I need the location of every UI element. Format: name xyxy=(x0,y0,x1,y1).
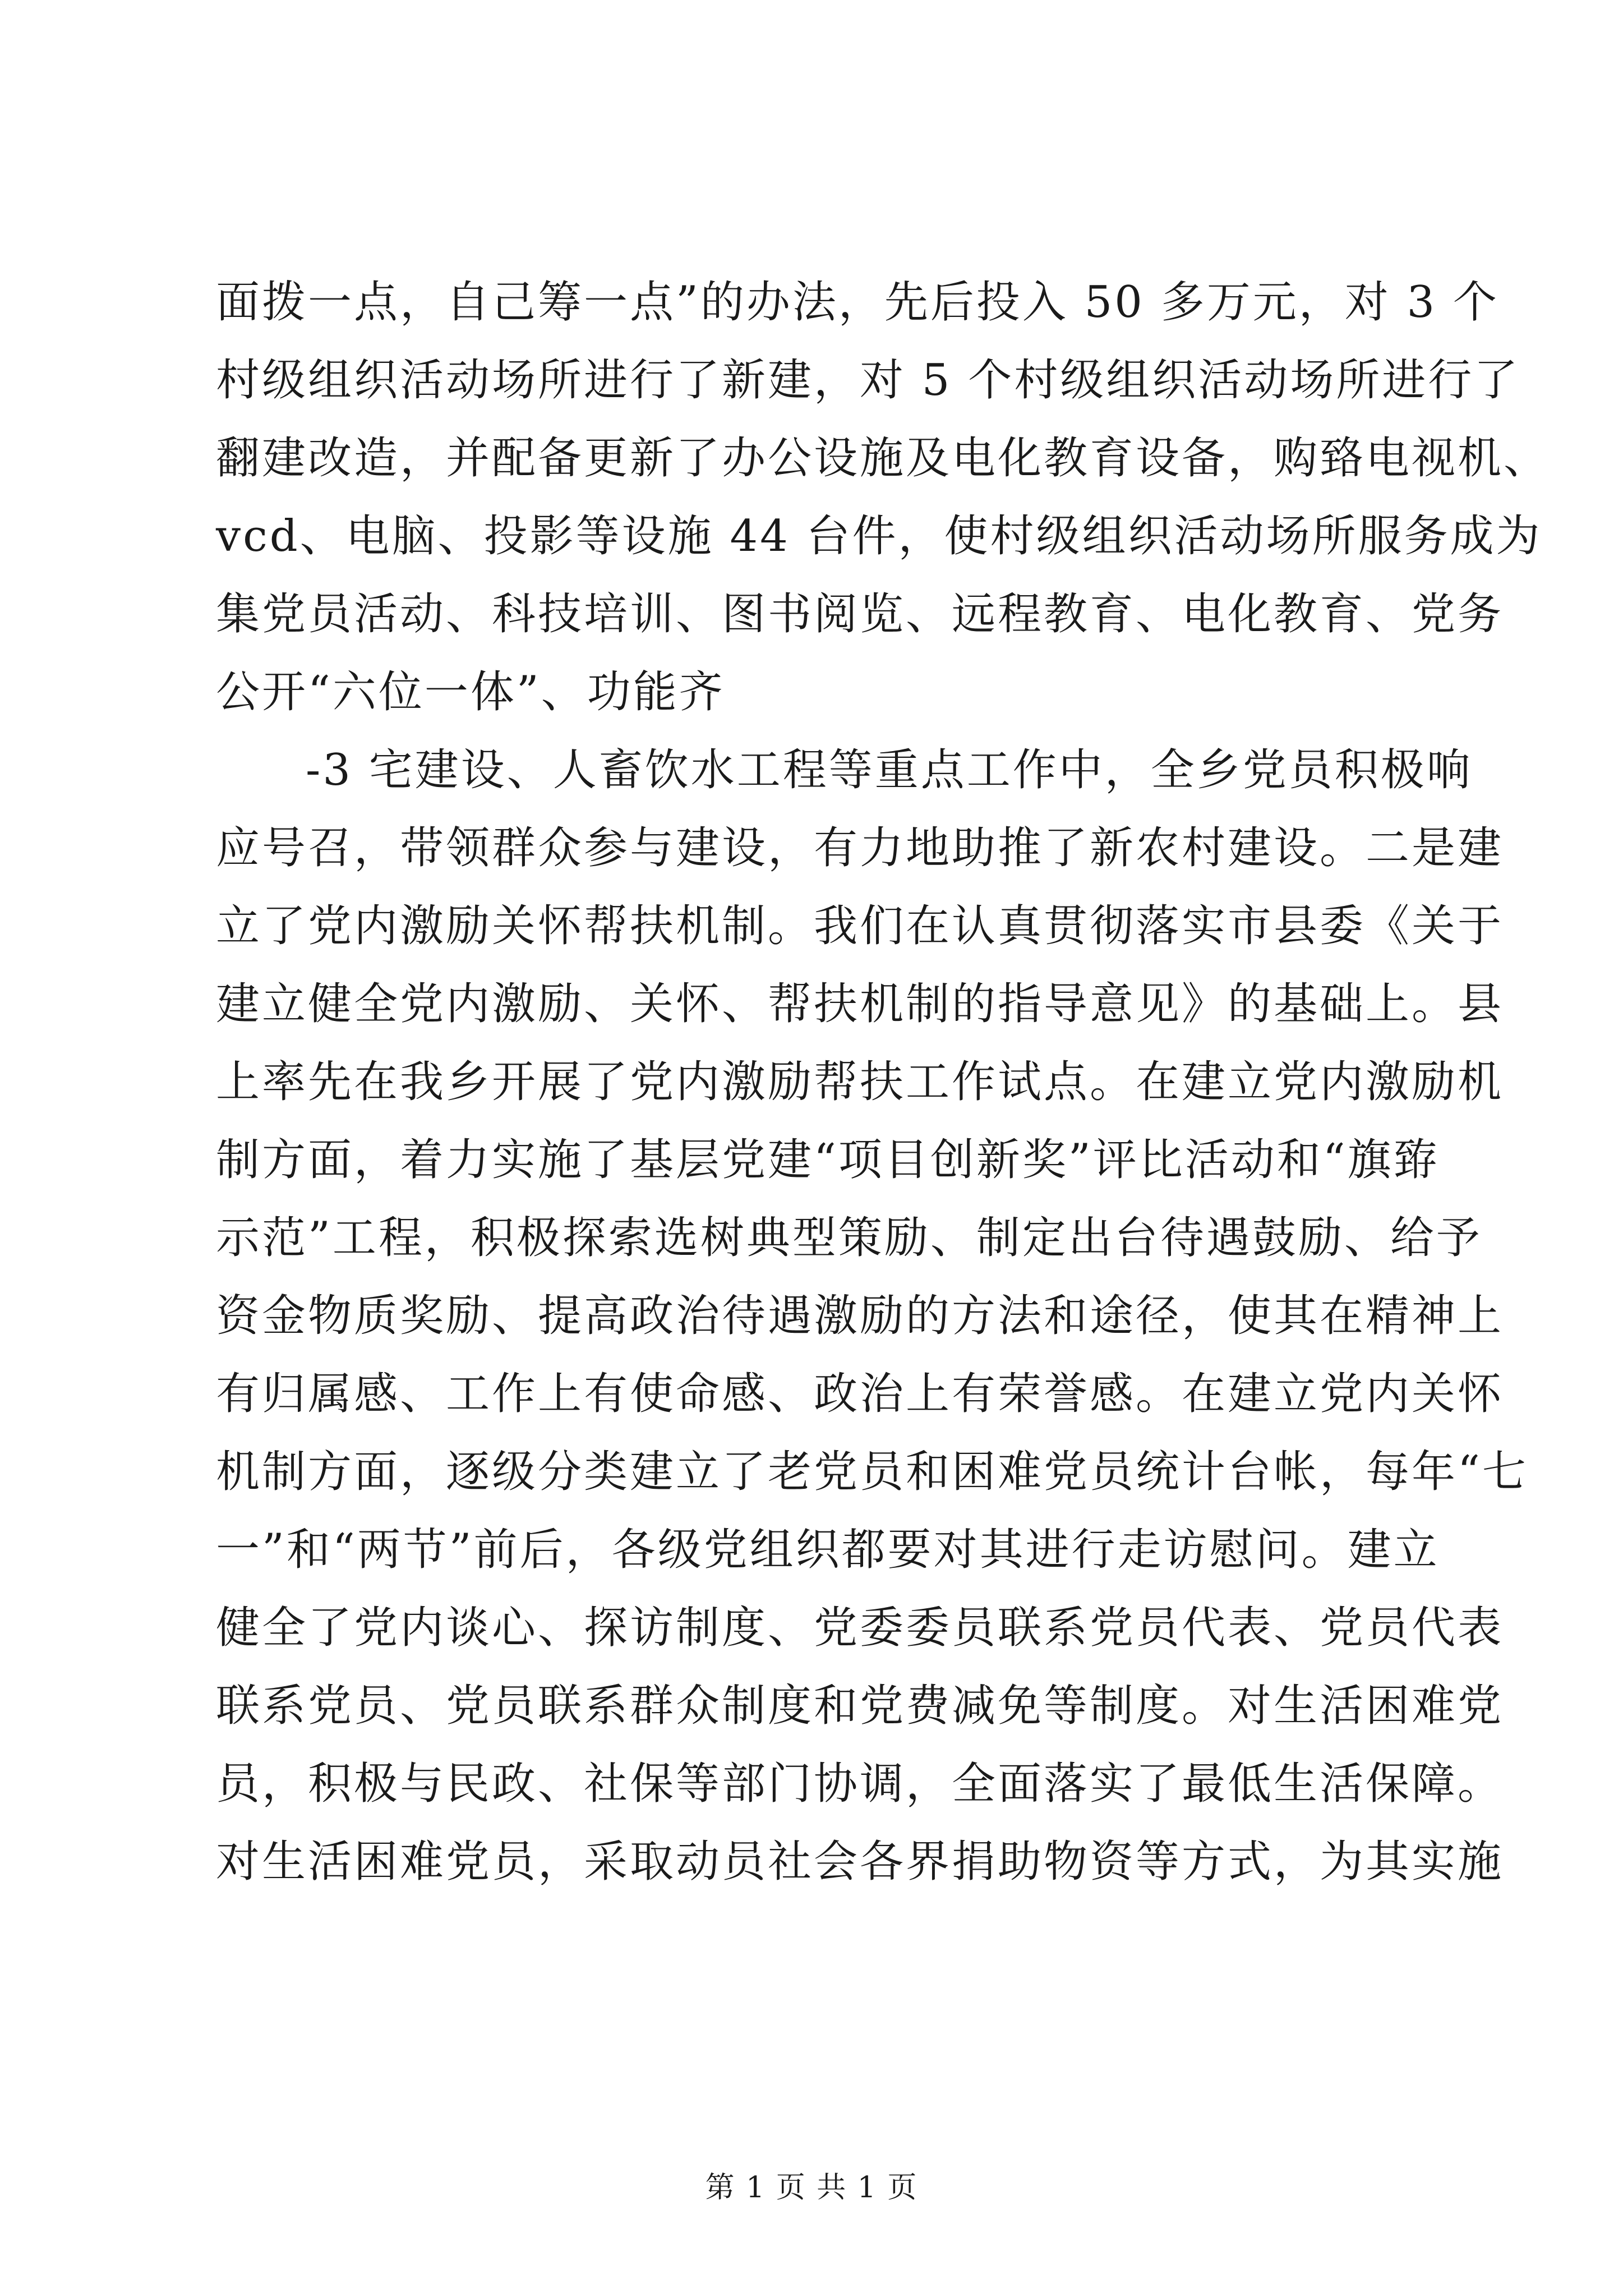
text-line: vcd、电脑、投影等设施 44 台件，使村级组织活动场所服务成为 xyxy=(216,511,1542,562)
text-line: 有归属感、工作上有使命感、政治上有荣誉感。在建立党内关怀 xyxy=(216,1369,1504,1419)
text-line: 机制方面，逐级分类建立了老党员和困难党员统计台帐，每年“七 xyxy=(216,1447,1528,1497)
text-line: 建立健全党内激励、关怀、帮扶机制的指导意见》的基础上。县 xyxy=(216,979,1504,1029)
text-line: 翻建改造，并配备更新了办公设施及电化教育设备，购臵电视机、 xyxy=(216,433,1550,484)
text-line: 制方面，着力实施了基层党建“项目创新奖”评比活动和“旗臶 xyxy=(216,1135,1440,1185)
page-footer: 第 1 页 共 1 页 xyxy=(705,2171,918,2205)
text-line: 上率先在我乡开展了党内激励帮扶工作试点。在建立党内激励机 xyxy=(216,1057,1504,1107)
text-line: 村级组织活动场所进行了新建，对 5 个村级组织活动场所进行了 xyxy=(216,355,1520,406)
text-line: 面拨一点，自己筹一点”的办法，先后投入 50 多万元，对 3 个 xyxy=(216,277,1499,328)
text-line: 示范”工程，积极探索选树典型策励、制定出台待遇鼓励、给予 xyxy=(216,1213,1482,1263)
text-line-indented: -3 宅建设、人畜饮水工程等重点工作中，全乡党员积极响 xyxy=(306,745,1473,795)
text-line: 员，积极与民政、社保等部门协调，全面落实了最低生活保障。 xyxy=(216,1759,1504,1809)
document-body xyxy=(216,264,1550,1901)
text-line: 对生活困难党员，采取动员社会各界捐助物资等方式，为其实施 xyxy=(216,1837,1504,1887)
text-line: 健全了党内谈心、探访制度、党委委员联系党员代表、党员代表 xyxy=(216,1603,1504,1653)
text-line: 联系党员、党员联系群众制度和党费减免等制度。对生活困难党 xyxy=(216,1681,1504,1731)
text-line: 一”和“两节”前后，各级党组织都要对其进行走访慰问。建立 xyxy=(216,1525,1440,1575)
text-line: 应号召，带领群众参与建设，有力地助推了新农村建设。二是建 xyxy=(216,823,1504,873)
text-line: 立了党内激励关怀帮扶机制。我们在认真贯彻落实市县委《关于 xyxy=(216,901,1504,951)
text-line: 集党员活动、科技培训、图书阅览、远程教育、电化教育、党务 xyxy=(216,589,1504,639)
text-line: 公开“六位一体”、功能齐 xyxy=(216,667,725,717)
text-line: 资金物质奖励、提高政治待遇激励的方法和途径，使其在精神上 xyxy=(216,1291,1504,1341)
